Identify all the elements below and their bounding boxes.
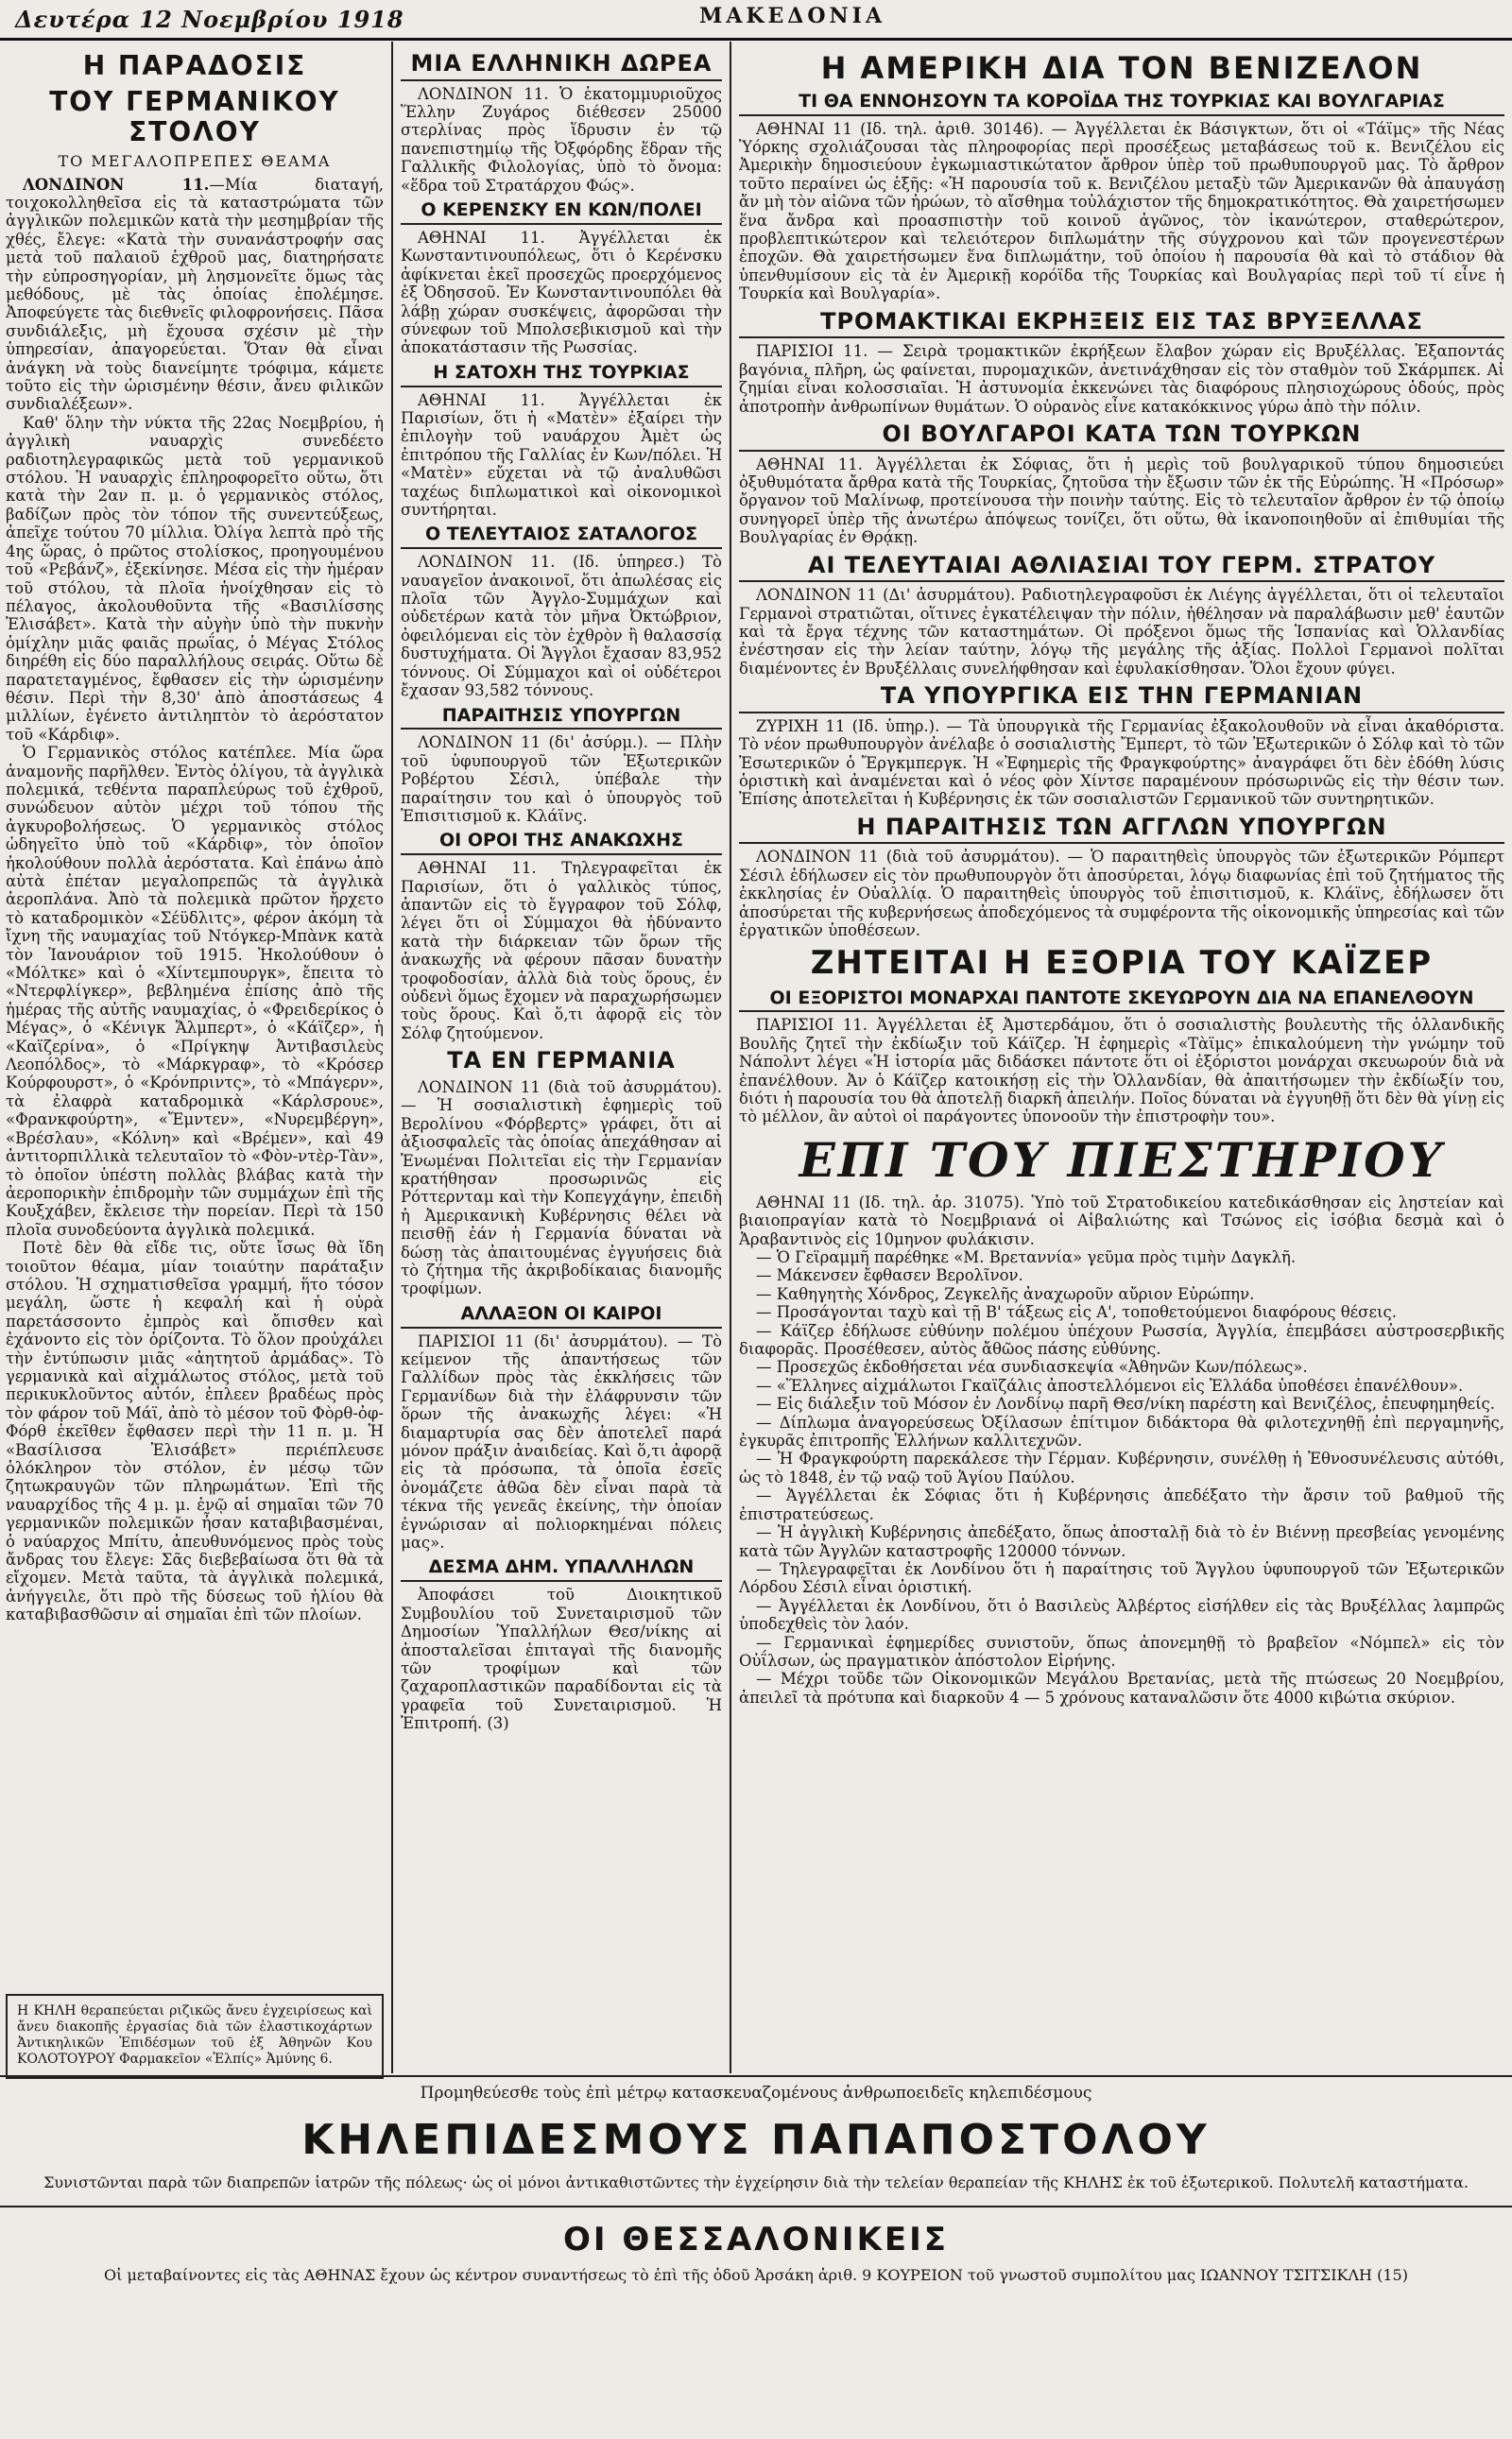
article-title-paradosis: Η ΠΑΡΑΔΟΣΙΣ: [82, 50, 307, 81]
footer-ad-line: Συνιστῶνται παρὰ τῶν διαπρεπῶν ἰατρῶν τῆς πόλεως· ὡς οἱ μόνοι ἀντικαθιστῶντες τὴν ἐγχείρησιν διὰ τὴν τελείαν θεραπείαν τῆς ΚΗΛΗΣ ἐκ τοῦ ἐξωτερικοῦ. Πολυτελῆ καταστήματα.: [43, 2173, 1469, 2192]
ad-text: Η ΚΗΛΗ θεραπεύεται ριζικῶς ἄνευ ἐγχειρίσεως καὶ ἄνευ διακοπῆς ἐργασίας διὰ τῶν ἐλαστικοχάρτων Ἀντικηλικῶν Ἐπιδέσμων τοῦ ἐξ Ἀθηνῶν Κου ΚΟΛΟΤΟΥΡΟΥ Φαρμακεῖον «Ἑλπίς» Ἀμύνης 6.: [17, 2003, 372, 2067]
masthead: [0, 0, 1512, 41]
paragraph: ΑΘΗΝΑΙ 11. Τηλεγραφεῖται ἐκ Παρισίων, ὅτι ὁ γαλλικὸς τύπος, ἀπαντῶν εἰς τὸ ἔγγραφον τοῦ Σόλφ, λέγει ὅτι οἱ Σύμμαχοι θὰ ἠδύναντο κατὰ τὴν διάρκειαν τῶν ὅρων τῆς ἀνακωχῆς νὰ φέρουν πᾶσαν δυνατὴν τροφοδοσίαν, ἀλλὰ διὰ τοὺς ὅρους, ἐν οὐδενὶ ὅμως ἔχομεν νὰ παραχωρήσωμεν τοὺς ὅρους. Καὶ ὅ,τι ἀφορᾷ εἰς τὸν Σόλφ ζητούμενον.: [401, 859, 722, 1042]
headline: Η ΣΑΤΟΧΗ ΤΗΣ ΤΟΥΡΚΙΑΣ: [401, 363, 722, 387]
brief-item: — Προσεχῶς ἐκδοθήσεται νέα συνδιασκεψία «Ἀθηνῶν Κων/πόλεως».: [756, 1358, 1308, 1377]
brief-item: — Ἡ ἀγγλικὴ Κυβέρνησις ἀπεδέξατο, ὅπως ἀποσταλῇ διὰ τὸ ἐν Βιέννῃ πρεσβείας γενομένης κατὰ τῶν Ἀγγλῶν καταστροφῆς 120000 τόννων.: [739, 1523, 1504, 1560]
paragraph: ΛΟΝΔΙΝΟΝ 11 (διὰ τοῦ ἀσυρμάτου). — Ἡ σοσιαλιστικὴ ἐφημερὶς τοῦ Βερολίνου «Φόρβερτς» γράφει, ὅτι αἱ ἀξιοσφαλεῖς τὰς ὁποίας ἀπεχάθησαν αἱ Ἑνωμέναι Πολιτεῖαι εἰς τὴν Γερμανίαν κρατήθησαν προσωρινῶς εἰς Ρόττερνταμ καὶ τὴν Κοπεγχάγην, ἐπειδὴ ἡ Ἀμερικανικὴ Κυβέρνησις θέλει νὰ πεισθῇ ἐάν ἡ Γερμανία δύναται νὰ δώσῃ τὰς ἀπαιτουμένας ἐγγυήσεις διὰ τὸ ζήτημα τῆς ἀκριβοδίκαιας διανομῆς τροφίμων.: [401, 1077, 722, 1298]
headline: ΤΑ ΕΝ ΓΕΡΜΑΝΙΑ: [447, 1047, 676, 1074]
footer-divider: [0, 2075, 1512, 2077]
column-2: [401, 45, 722, 2077]
brief-item: — Προσάγονται ταχὺ καὶ τῇ Β' τάξεως εἰς Α', τοποθετούμενοι διαφόρους θέσεις.: [756, 1303, 1397, 1322]
brief-item: — «Ἕλληνες αἰχμάλωτοι Γκαϊζάλις ἀποστελλόμενοι εἰς Ἑλλάδα ὑποθέσει ἐπανέλθουν».: [756, 1376, 1464, 1395]
dateline: ΛΟΝΔΙΝΟΝ 11.: [23, 175, 210, 194]
subheadline: ΟΙ ΕΞΟΡΙΣΤΟΙ ΜΟΝΑΡΧΑΙ ΠΑΝΤΟΤΕ ΣΚΕΥΩΡΟΥΝ ΔΙΑ ΝΑ ΕΠΑΝΕΛΘΟΥΝ: [739, 988, 1504, 1013]
headline: ΑΙ ΤΕΛΕΥΤΑΙΑΙ ΑΘΛΙΑΣΙΑΙ ΤΟΥ ΓΕΡΜ. ΣΤΡΑΤΟΥ: [739, 553, 1504, 583]
brief-item: — Καθηγητὴς Χόνδρος, Ζεγκελῆς ἀναχωροῦν αὔριον Εὐρώπην.: [756, 1284, 1255, 1303]
paragraph: Ὁ Γερμανικὸς στόλος κατέπλεε. Μία ὥρα ἀναμονῆς παρῆλθεν. Ἐντὸς ὀλίγου, τὰ ἀγγλικὰ πολεμικά, τεθέντα παραπλεύρως τοῦ ἐχθροῦ, συνώδευον αὐτὸν μέχρι τοῦ τόπου τῆς ἀγκυροβολήσεως. Ὁ γερμανικὸς στόλος ὡδηγεῖτο ὑπὸ τοῦ «Κάρδιφ», τὸν ὁποῖον ἠκολούθουν πολλὰ ἀερόστατα. Καὶ ἐπάνω ἀπὸ αὐτὰ ἐπέταν μεγαλοπρεπῶς τὰ ἀγγλικὰ ἀεροπλάνα. Ἀπὸ τὰ πολεμικὰ πρῶτον ἤρχετο τὸ καταδρομικὸν «Σέϋδλιτς», φέρον ἀκόμη τὰ ἴχνη τῆς ναυμαχίας τοῦ Ντόγκερ-Μπὰνκ κατὰ τὸν Ἰανουάριον τοῦ 1915. Ἠκολούθουν ὁ «Μόλτκε» καὶ ὁ «Χίντεμπουργκ», ἔπειτα τὸ «Ντερφλίγκερ», βεβλημένα ἐπίσης ἀπὸ τῆς ἡμέρας τῆς αὐτῆς ναυμαχίας, ὁ «Φρειδερίκος ὁ Μέγας», ὁ «Κένιγκ Ἄλμπερτ», ὁ «Κάϊζερ», ἡ «Καϊζερίνα», ὁ «Πρίγκηψ Ἀντιβασιλεὺς Λεοπόλδος», τὸ «Μάρκγραφ», τὸ «Κρόσερ Κούρφουρστ», ὁ «Κρόνπριντς», τὸ «Μπάγερν», τὰ ἐλαφρὰ καταδρομικὰ «Κάρλσρουε», «Φρανκφούρτη», «Ἔμντεν», «Νυρεμβέργη», «Βρέσλαυ», «Κόλνη» καὶ «Βρέμεν», καὶ 49 ἀντιτορπιλλικὰ τελευταῖον τὸ «Φὸν-ντὲρ-Τὰν», τὸ ὁποῖον ὑπέστη πολλὰς βλάβας κατὰ τὴν ἀεροπορικὴν ἐπιδρομὴν τῶν συμμάχων ἐπὶ τῆς Κουξχάβεν, ἔκλεισε τὴν πορείαν. Περὶ τὰ 150 πλοῖα συνοδεύοντα ἀγγλικὰ πολεμικά.: [6, 744, 384, 1239]
paragraph: ΑΘΗΝΑΙ 11. Ἀγγέλλεται ἐκ Παρισίων, ὅτι ἡ «Ματὲν» ἐξαίρει τὴν ἐπιλογὴν τοῦ ναυάρχου Ἀμὲτ ὡς ἐπιτρόπου τῆς Γαλλίας ἐν Κων/πόλει. Ἡ «Ματὲν» εὔχεται νὰ τῷ ἀναλυθῶσι ταχέως διπλωματικοὶ καὶ οἰκονομικοὶ συντήρηται.: [401, 390, 722, 519]
paragraph: ΑΘΗΝΑΙ 11 (Ιδ. τηλ. ἀρ. 31075). Ὑπὸ τοῦ Στρατοδικείου κατεδικάσθησαν εἰς ληστείαν καὶ βιαιοπραγίαν κατὰ τὸ Νοεμβριανά οἱ Αἰβαλιώτης καὶ Τσώνος εἰς ἰσόβια δεσμὰ καὶ ὁ Ἀραβαντινὸς εἰς 10μηνον φυλάκισιν.: [739, 1193, 1504, 1248]
column-divider: [730, 42, 731, 2073]
headline: Η ΠΑΡΑΙΤΗΣΙΣ ΤΩΝ ΑΓΓΛΩΝ ΥΠΟΥΡΓΩΝ: [739, 815, 1504, 845]
paper-name: ΜΑΚΕΔΟΝΙΑ: [699, 4, 886, 28]
paragraph: ΑΘΗΝΑΙ 11. Ἀγγέλλεται ἐκ Κωνσταντινουπόλεως, ὅτι ὁ Κερένσκυ ἀφίκνεται ἐκεῖ προσεχῶς προερχόμενος ἐξ Ὀδησσοῦ. Ἐν Κωνσταντινουπόλει θὰ λάβῃ χώραν συσκέψεις, ἀφορῶσαι τὴν σύνεφων τοῦ Μπολσεβικισμοῦ καὶ τὴν ἀποκατάστασιν τῆς Ρωσσίας.: [401, 228, 722, 357]
column-divider: [391, 42, 393, 2073]
headline-piestirio: ΕΠΙ ΤΟΥ ΠΙΕΣΤΗΡΙΟΥ: [799, 1131, 1445, 1188]
headline: ΤΡΟΜΑΚΤΙΚΑΙ ΕΚΡΗΞΕΙΣ ΕΙΣ ΤΑΣ ΒΡΥΞΕΛΛΑΣ: [739, 309, 1504, 339]
brief-item: — Μέχρι τοῦδε τῶν Οἰκονομικῶν Μεγάλου Βρετανίας, μετὰ τῆς πτώσεως 20 Νοεμβρίου, ἀπειλεῖ τὰ πρότυπα καὶ διαρκοῦν 4 — 5 χρόνους καταναλῶσιν ὅτε 4000 κιβώτια σκύριον.: [739, 1670, 1504, 1707]
brief-item: — Δίπλωμα ἀναγορεύσεως Ὀξίλασων ἐπίτιμον διδάκτορα θὰ φιλοτεχνηθῇ ἐπὶ περγαμηνῆς, ἐγκυρᾶς ἐπιτροπῆς Ἑλλήνων καλλιτεχνῶν.: [739, 1413, 1504, 1451]
footer-ad-line: Προμηθεύεσθε τοὺς ἐπὶ μέτρῳ κατασκευαζομένους ἀνθρωποειδεῖς κηλεπιδέσμους: [420, 2084, 1092, 2103]
footer-divider: [0, 2206, 1512, 2207]
paragraph: ΖΥΡΙΧΗ 11 (Ιδ. ὑπηρ.). — Τὰ ὑπουργικὰ τῆς Γερμανίας ἐξακολουθοῦν νὰ εἶναι ἀκαθόριστα. Τὸ νέον πρωθυπουργὸν ἀνέλαβε ὁ σοσιαλιστὴς Ἔμπερτ, τὸ τῶν Ἐξωτερικῶν ὁ Σόλφ καὶ τὸ τῶν Ἐσωτερικῶν ὁ Ἔργκμπεργκ. Ἡ «Ἐφημερὶς τῆς Φραγκφούρτης» ἀναγράφει ὅτι δὲν ἐδόθη λύσις ὁριστικὴ καὶ ἀναμένεται καὶ ὁ νέος φὸν Χίντσε παραμένουν πρόσωρινῶς εἰς τὴν θέσιν των. Ἐπίσης ἀποτελεῖται ἡ Κυβέρνησις ἐκ τῶν σοσιαλιστῶν Γερμανικοῦ τῶν συντηρητικῶν.: [739, 716, 1504, 809]
paragraph: ΑΘΗΝΑΙ 11 (Ιδ. τηλ. ἀριθ. 30146). — Ἀγγέλλεται ἐκ Βάσιγκτων, ὅτι οἱ «Τάϊμς» τῆς Νέας Ὑόρκης σχολιάζουσαι τὰς πληροφορίας περὶ προσέξεως μεταβάσεως τοῦ κ. Βενιζέλου εἰς Ἀμερικὴν δημοσιεύουν ἐγκωμιαστικώτατον ἄρθρον ὑπὲρ τοῦ πρωθυπουργοῦ μας. Τὸ ἄρθρον τοῦτο περαίνει ὡς ἑξῆς: «Ἡ παρουσία τοῦ κ. Βενιζέλου μεταξὺ τῶν Ἀμερικανῶν θὰ ἀπαυγάσῃ ἄν μὴ τὸν αἰῶνα τῶν ἡρώων, τὸ αἴσθημα τοὐλάχιστον τῆς δημοκρατικότητος. Θὰ χαιρετήσωμεν ἕνα ἄνδρα καὶ προασπιστὴν τοῦ κοινοῦ ἀγῶνος, τὸν ἱκανώτερον, σταθερώτερον, προβλεπτικώτερον καὶ τελειότερον διπλωμάτην τῆς σύγχρονου καὶ τῶν προγενεστέρων ἐποχῶν. Θὰ χαιρετήσωμεν ἕνα διπλωμάτην, τοῦ ὁποίου ἡ παρουσία θὰ καὶ τὸ στάδιον θὰ ὑπενθυμίσουν εἰς τὰ ἐν Ἀμερικῇ κορόϊδα τῆς Τουρκίας καὶ Βουλγαρίας περὶ τοῦ τί εἶνε ἡ Τουρκία καὶ Βουλγαρία».: [739, 119, 1504, 303]
brief-item: — Ἀγγέλλεται ἐκ Σόφιας ὅτι ἡ Κυβέρνησις ἀπεδέξατο τὴν ἄρσιν τοῦ βαθμοῦ τῆς ἐπιστρατεύσεως.: [739, 1486, 1504, 1523]
footer-thessaloniki-banner: ΟΙ ΘΕΣΣΑΛΟΝΙΚΕΙΣ: [562, 2220, 950, 2259]
news-briefs: [739, 1248, 1504, 1707]
paragraph: ΛΟΝΔΙΝΟΝ 11. (Ιδ. ὑπηρεσ.) Τὸ ναυαγεῖον ἀνακοινοῖ, ὅτι ἀπωλέσας εἰς πλοῖα τῶν Ἀγγλο-Συμμάχων καὶ οὐδετέρων κατὰ τὸν μῆνα Ὀκτώβριον, ὀφειλόμεναι εἰς τὸν ἐχθρὸν ἢ θαλασσίᾳ δυστυχήματα. Οἱ Ἄγγλοι ἔχασαν 83,952 τόννους. Οἱ Σύμμαχοι καὶ οἱ οὐδέτεροι ἔχασαν 93,582 τόννους.: [401, 553, 722, 700]
paragraph: ΠΑΡΙΣΙΟΙ 11. — Σειρὰ τρομακτικῶν ἐκρήξεων ἔλαβον χώραν εἰς Βρυξέλλας. Ἐξαποντάς βαγόνια, πλῆρη, ὡς φαίνεται, πυρομαχικῶν, ἀνετινάχθησαν εἰς τὸν σταθμὸν τοῦ Σκάρμπεκ. Αἱ ζημίαι εἶναι κολοσσιαῖαι. Ἡ ἀστυνομία ἐκκενώνει τὰς διαφόρους πλησιοχώρους ὁδούς, πρὸς ἀποτροπὴν ἀνθρωπίνων θυμάτων. Ὁ οὐρανὸς εἶνε κατακόκκινος γύρω ἀπὸ τὴν πόλιν.: [739, 342, 1504, 416]
footer-ad-banner: ΚΗΛΕΠΙΔΕΣΜΟΥΣ ΠΑΠΑΠΟΣΤΟΛΟΥ: [301, 2116, 1211, 2165]
article-subtitle: ΤΟ ΜΕΓΑΛΟΠΡΕΠΕΣ ΘΕΑΜΑ: [58, 151, 332, 170]
paragraph: ΠΑΡΙΣΙΟΙ 11 (δι' ἀσυρμάτου). — Τὸ κείμενον τῆς ἀπαντήσεως τῶν Γαλλίδων πρὸς τὰς ἐκκλήσεις τῶν Γερμανίδων διὰ τὴν ἐλάφρυνσιν τῶν ὅρων τῆς ἀνακωχῆς λέγει: «Ἡ διαμαρτυρία σας δὲν ἀποτελεῖ παρά μόνον πράξιν ἀναιδείας. Καὶ ὅ,τι ἀφορᾷ εἰς τὰ πρόσωπα, τὰ ὁποῖα ἐσεῖς ὀνομάζετε ἀθῶα δὲν εἶναι παρὰ τὰ τέκνα τῆς γενεᾶς ἐκείνης, τὴν ὁποίαν ἐγνώρισαν αἱ πολιορκημέναι πόλεις μας».: [401, 1331, 722, 1553]
headline: ΟΙ ΟΡΟΙ ΤΗΣ ΑΝΑΚΩΧΗΣ: [401, 831, 722, 855]
footer-ad-block: [0, 2081, 1512, 2430]
column-1: [6, 45, 384, 2039]
headline: ΔΕΣΜΑ ΔΗΜ. ΥΠΑΛΛΗΛΩΝ: [401, 1557, 722, 1582]
brief-item: — Ἀγγέλλεται ἐκ Λονδίνου, ὅτι ὁ Βασιλεὺς Ἀλβέρτος εἰσήλθεν εἰς τὰς Βρυξέλλας λαμπρῶς ὑποδεχθεὶς τὸν λαόν.: [739, 1596, 1504, 1634]
paragraph: ΛΟΝΔΙΝΟΝ 11 (διὰ τοῦ ἀσυρμάτου). — Ὁ παραιτηθεὶς ὑπουργὸς τῶν ἐξωτερικῶν Ρόμπερτ Σέσιλ ἐδήλωσεν εἰς τὸν πρωθυπουργὸν ὅτι ἀποσύρεται, λόγῳ διαφωνίας ἐπὶ τοῦ ζητήματος τῆς ἐκκλησίας ἐν Οὐαλλίᾳ. Ὁ παραιτηθεὶς ὑπουργὸς τοῦ ἐπισιτισμοῦ, κ. Κλάϊνς, ἐδήλωσεν ὅτι ἀποσύρεται τῆς κυβερνήσεως ἀποδεχόμενος τὰ συμφέροντα τῆς οἰκονομικῆς ὑπηρεσίας καὶ τῶν ἐργατικῶν ὑποθέσεων.: [739, 848, 1504, 940]
brief-item: — Ὁ Γεϊραμμῆ παρέθηκε «Μ. Βρεταννία» γεῦμα πρὸς τιμὴν Δαγκλῆ.: [756, 1248, 1297, 1267]
brief-item: — Μάκενσεν ἔφθασεν Βερολῖνον.: [756, 1266, 1023, 1285]
paragraph: —Μία διαταγή, τοιχοκολληθεῖσα εἰς τὰ καταστρώματα τῶν ἀγγλικῶν πολεμικῶν κατὰ τὴν μεσημβρίαν τῆς χθές, ἔλεγε: «Κατὰ τὴν συνανάστροφήν σας μετὰ τοῦ παλαιοῦ ἐχθροῦ μας, διατηρήσατε τὴν εὐπροσηγορίαν, μὴ λησμονεῖτε ὅμως τὰς μεθόδους, μὲ τὰς ὁποίας ἐπολέμησε. Ἀποφεύγετε τὰς διεθνεῖς φιλοφρονήσεις. Πᾶσα συνδιάλεξις, μὴ ἔχουσα σχέσιν μὲ τὴν ὑπηρεσίαν, ἀπαγορεύεται. Ὅταν θὰ εἶναι ἀνάγκη νὰ τοὺς διανείμητε τρόφιμα, κάμετε τοῦτο εἰς τὴν ὡρισμένην θέσιν, ἄνευ φιλικῶν συνδιαλέξεων».: [6, 175, 384, 414]
headline: ΟΙ ΒΟΥΛΓΑΡΟΙ ΚΑΤΑ ΤΩΝ ΤΟΥΡΚΩΝ: [739, 421, 1504, 452]
headline: Ο ΚΕΡΕΝΣΚΥ ΕΝ ΚΩΝ/ΠΟΛΕΙ: [401, 200, 722, 225]
headline-america-venizelos: Η ΑΜΕΡΙΚΗ ΔΙΑ ΤΟΝ ΒΕΝΙΖΕΛΟΝ: [820, 50, 1423, 86]
paragraph: ΑΘΗΝΑΙ 11. Ἀγγέλλεται ἐκ Σόφιας, ὅτι ἡ μερὶς τοῦ βουλγαρικοῦ τύπου δημοσιεύει ὀξυθυμότατα ἄρθρα κατὰ τῆς Τουρκίας, ζητοῦσα τὴν ἔξωσιν τῶν ἐκ τῆς Εὐρώπης. Ἡ «Πρόσωρ» ὄργανον τοῦ Μαλίνωφ, προτείνουσα τὴν ποινὴν ταύτης. Εἰς τὸ τελευταῖον ἄρθρον ἐν τῷ ὁποίῳ συνηγορεῖ ὑπὲρ τῆς ἀνωτέρω ἀπόψεως τονίζει, ὅτι οὕτω, θὰ ἱκανοποιηθοῦν αἱ ἐπιθυμίαι τῆς Βουλγαρίας ἐν Θρᾴκῃ.: [739, 455, 1504, 547]
paragraph: ΠΑΡΙΣΙΟΙ 11. Ἀγγέλλεται ἐξ Ἀμστερδάμου, ὅτι ὁ σοσιαλιστὴς βουλευτὴς τῆς ὁλλανδικῆς Βουλῆς ζητεῖ τὴν ἐκδίωξιν τοῦ Κάϊζερ. Ἡ ἐφημερὶς «Τὰϊμς» ἐπικαλούμενη τὴν γνώμην τοῦ Νάπολντ λέγει «Ἡ ἱστορία μᾶς διδάσκει πάντοτε ὅτι οἱ ἐξόριστοι μονάρχαι σκευωρούν διὰ νὰ ἐπανέλθουν. Ἀν ὁ Κάϊζερ κατοικήσῃ εἰς τὴν Ὁλλανδίαν, θὰ ἀπαιτήσωμεν τὴν ἐκδίωξίν του, διότι ἡ παρουσία του θὰ ἀποτελῇ διαρκῆ ἀπειλήν. Ποῖος δύναται νὰ ἐγγυηθῇ ὅτι δὲν θὰ γίνῃ εἰς τὸ μέλλον, ἂν αὐτοὶ οἱ παράγοντες ὑπονοοῦν τὴν ἐπιστροφὴν του».: [739, 1016, 1504, 1126]
brief-item: — Εἰς διάλεξιν τοῦ Μόσον ἐν Λονδίνῳ παρῆ Θεσ/νίκη παρέστη καὶ Βενιζέλος, ἐπευφημηθείς.: [756, 1395, 1496, 1414]
subheadline: ΤΙ ΘΑ ΕΝΝΟΗΣΟΥΝ ΤΑ ΚΟΡΟΪΔΑ ΤΗΣ ΤΟΥΡΚΙΑΣ ΚΑΙ ΒΟΥΛΓΑΡΙΑΣ: [739, 92, 1504, 116]
headline: ΤΑ ΥΠΟΥΡΓΙΚΑ ΕΙΣ ΤΗΝ ΓΕΡΜΑΝΙΑΝ: [739, 683, 1504, 713]
paragraph: Καθ' ὅλην τὴν νύκτα τῆς 22ας Νοεμβρίου, ἡ ἀγγλικὴ ναυαρχὶς συνεδέετο ραδιοτηλεγραφικῶς μετὰ τοῦ γερμανικοῦ στόλου. Ἡ ναυαρχὶς ἐπληροφορεῖτο οὕτω, ὅτι κατὰ τὴν 2αν π. μ. ὁ γερμανικὸς στόλος, βαδίζων πρὸς τὸν τόπον τῆς συνεντεύξεως, ἀπεῖχε τούτου 70 μίλλια. Ὀλίγα λεπτὰ πρὸ τῆς 4ης ὥρας, ὁ πρῶτος στολίσκος, προηγουμένου τοῦ «Ρεβάνζ», ἐξεκίνησε. Μέσα εἰς τὴν ἡμέραν τοῦ στόλου, τὰ πλοῖα ἡνοίχθησαν εἰς τὸ πέλαγος, ἀκολουθοῦντα τῆς «Βασιλίσσης Ἐλισάβετ». Κατὰ τὴν αὐγὴν ὑπὸ τὴν πυκνὴν ὁμίχλην μιᾶς φαιᾶς πρωΐας, ὁ Μέγας Στόλος διηρέθη εἰς δύο παραλλήλους σειράς. Οὕτω δὲ παρατεταγμένος, ἔφθασεν εἰς τὴν ὡρισμένην θέσιν. Περὶ τὴν 8,30' ἀπὸ ἀποστάσεως 4 μιλλίων, ἐγένετο ἀντιληπτὸν τὸ ἀερόστατον τοῦ «Κάρδιφ».: [6, 413, 384, 744]
headline-kaiser-exile: ΖΗΤΕΙΤΑΙ Η ΕΞΟΡΙΑ ΤΟΥ ΚΑΪΖΕΡ: [810, 944, 1434, 983]
headline: ΠΑΡΑΙΤΗΣΙΣ ΥΠΟΥΡΓΩΝ: [401, 706, 722, 730]
headline: ΑΛΛΑΞΟΝ ΟΙ ΚΑΙΡΟΙ: [401, 1304, 722, 1329]
paragraph: ΛΟΝΔΙΝΟΝ 11 (δι' ἀσύρμ.). — Πλὴν τοῦ ὑφυπουργοῦ τῶν Ἐξωτερικῶν Ροβέρτου Σέσιλ, ὑπέβαλε τὴν παραίτησιν του καὶ ὁ ὑπουργὸς τοῦ Ἐπισιτισμοῦ κ. Κλάϊνς.: [401, 733, 722, 825]
article-title-stolou: ΤΟΥ ΓΕΡΜΑΝΙΚΟΥ ΣΤΟΛΟΥ: [49, 86, 340, 148]
brief-item: — Τηλεγραφεῖται ἐκ Λονδίνου ὅτι ἡ παραίτησις τοῦ Ἄγγλου ὑφυπουργοῦ τῶν Ἐξωτερικῶν Λόρδου Σέσιλ εἶναι ὁριστική.: [739, 1559, 1504, 1597]
headline: ΜΙΑ ΕΛΛΗΝΙΚΗ ΔΩΡΕΑ: [401, 51, 722, 81]
paragraph: ΛΟΝΔΙΝΟΝ 11. Ὁ ἑκατομμυριοῦχος Ἕλλην Ζυγάρος διέθεσεν 25000 στερλίνας πρὸς ἵδρυσιν ἐν τῷ πανεπιστημίῳ τῆς Ὀξφόρδης ἕδραν τῆς Γαλλικῆς Φιλολογίας, ὑπὸ τὸ ὄνομα: «ἕδρα τοῦ Στρατάρχου Φώς».: [401, 84, 722, 195]
paragraph: Ποτὲ δὲν θὰ εἴδε τις, οὔτε ἴσως θὰ ἴδη τοιοῦτον θέαμα, μίαν τοιαύτην παράταξιν στόλου. Ἡ σχηματισθεῖσα γραμμή, ἥτο τόσον μεγάλη, ὥστε ἡ κεφαλή καὶ ἡ οὐρὰ παρετάσσοντο ἐμπρὸς καὶ ὄπισθεν καὶ ἐχάνοντο εἰς τὸν ὁρίζοντα. Τὸ ὅλον προὐχάλει τὴν ἐντύπωσιν μιᾶς «ἀητητοῦ ἀρμάδας». Τὸ γερμανικὰ καὶ αἰχμάλωτος στόλος, μετὰ τοῦ περικυκλοῦντος αὐτόν, ἐπλεεν βραδέως πρὸς τὸν φάρον τοῦ Μάϊ, ἀπὸ τὸ μέσον τοῦ Φὸρθ-ὀφ-Φόρθ ἐκεῖθεν ἔφθασεν περὶ τὴν 11 π. μ. Ἡ «Βασίλισσα Ἐλισάβετ» περιέπλευσε ὁλόκληρον τὸν στόλον, ἐν μέσῳ τῶν ζητωκραυγῶν τῶν πληρωμάτων. Ἐπὶ τῆς ναυαρχίδος τῆς 4 μ. μ. ἐνῷ αἱ σημαῖαι τῶν 70 γερμανικῶν πολεμικῶν ἦσαν καταβιβασμέναι, ὁ ναύαρχος Μπίτυ, ἀπευθυνόμενος πρὸς τοὺς ἄνδρας του ἔλεγε: Σᾶς διεβεβαίωσα ὅτι θὰ τὰ εἴχομεν. Μετὰ ταῦτα, τὰ ἀγγλικὰ πολεμικά, ἀνήγγειλε, ὅτι πρὸ τῆς δύσεως τοῦ ἡλίου θὰ καταβιβασθῶσιν αἱ σημαῖαι ἐπὶ τῶν πλοίων.: [6, 1239, 384, 1624]
issue-date: Δευτέρα 12 Νοεμβρίου 1918: [15, 6, 404, 33]
paragraph: Ἀποφάσει τοῦ Διοικητικοῦ Συμβουλίου τοῦ Συνεταιρισμοῦ τῶν Δημοσίων Ὑπαλλήλων Θεσ/νίκης αἱ ἀποσταλεῖσαι ἐπιταγαὶ τῆς διανομῆς τῶν τροφίμων καὶ τῶν ζαχαροπλαστικῶν παραδίδονται εἰς τὰ γραφεῖα τοῦ Συνεταιρισμοῦ. Ἡ Ἐπιτροπή. (3): [401, 1586, 722, 1733]
advertisement-kili: [6, 1994, 384, 2079]
paragraph: ΛΟΝΔΙΝΟΝ 11 (Δι' ἀσυρμάτου). Ραδιοτηλεγραφοῦσι ἐκ Λιέγης ἀγγέλλεται, ὅτι οἱ τελευταῖοι Γερμανοὶ στρατιῶται, οἵτινες ἐγκατέλειψαν τὴν πόλιν, ἠθέλησαν νὰ παραλάβωσιν μεθ' ἑαυτῶν καὶ τὰ ἔργα τέχνης τῶν καταστημάτων. Οἱ πρόξενοι ὅμως τῆς Ἱσπανίας καὶ Ὁλλανδίας ἐνέστησαν εἰς τὴν λείαν ταύτην, λόγῳ τῆς μεγάλης τῆς ἀξίας. Πολλοὶ Γερμανοὶ πολῖται διαμένοντες ἐν Βρυξέλλαις συνελήφθησαν καὶ ἐφυλακίσθησαν. Ὅλοι ἔχουν φύγει.: [739, 586, 1504, 678]
headline: Ο ΤΕΛΕΥΤΑΙΟΣ ΣΑΤΑΛΟΓΟΣ: [401, 524, 722, 549]
column-3: [739, 45, 1504, 2077]
brief-item: — Γερμανικαὶ ἐφημερίδες συνιστοῦν, ὅπως ἀπονεμηθῇ τὸ βραβεῖον «Νόμπελ» εἰς τὸν Οὐΐλσων, ὡς πραγματικὸν ἀπόστολον Εἰρήνης.: [739, 1633, 1504, 1670]
brief-item: — Κάϊζερ ἐδήλωσε εὐθύνην πολέμου ὑπέχουν Ρωσσία, Ἀγγλία, ἐπεμβάσει αὐστροσερβικῆς διαφορᾶς. Προσέθεσεν, αὐτὸς ἄθῶος πάσης εὐθύνης.: [739, 1321, 1504, 1359]
brief-item: — Ἡ Φραγκφούρτη παρεκάλεσε τὴν Γέρμαν. Κυβέρνησιν, συνέλθῃ ἡ Ἐθνοσυνέλευσις αὐτόθι, ὡς τὸ 1848, ἐν τῷ ναῷ τοῦ Ἁγίου Παύλου.: [739, 1450, 1504, 1486]
footer-ad-line: Οἱ μεταβαίνοντες εἰς τὰς ΑΘΗΝΑΣ ἔχουν ὡς κέντρον συναντήσεως τὸ ἐπὶ τῆς ὁδοῦ Ἀρσάκη ἀριθ. 9 ΚΟΥΡΕΙΟΝ τοῦ γνωστοῦ συμπολίτου μας ΙΩΑΝΝΟΥ ΤΣΙΤΣΙΚΛΗ (15): [104, 2265, 1408, 2284]
